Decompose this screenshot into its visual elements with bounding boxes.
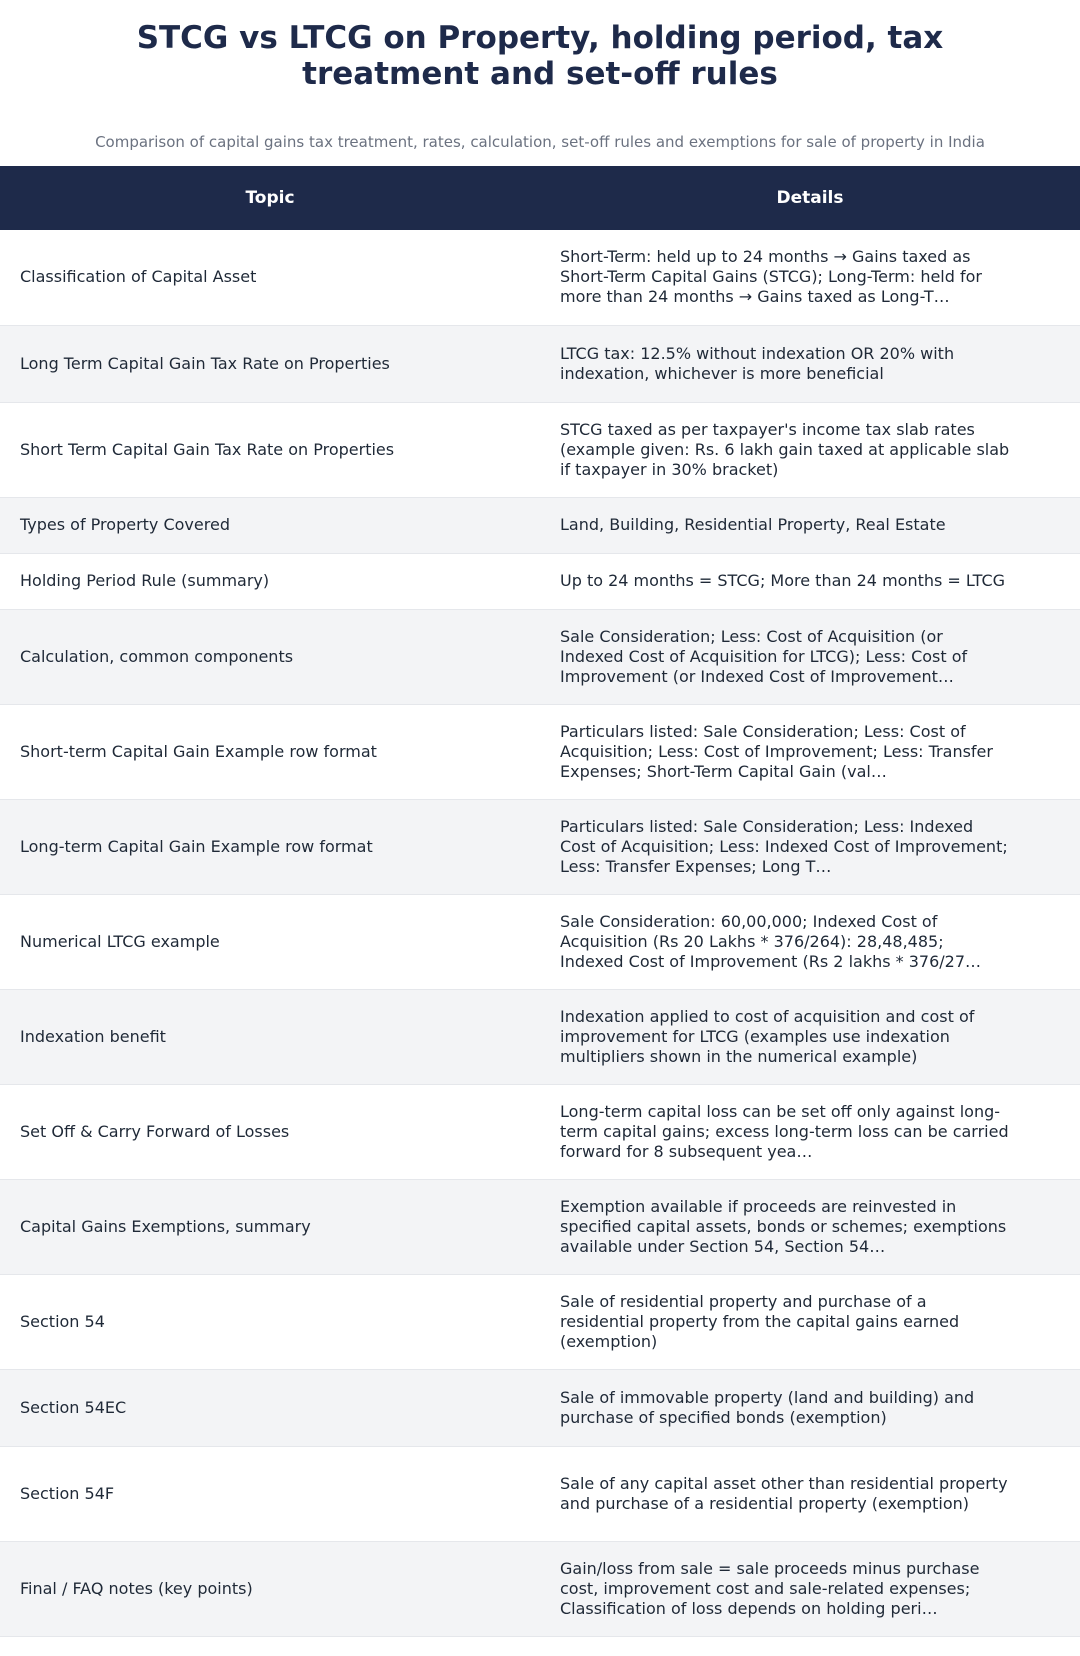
details-text: Sale Consideration: 60,00,000; Indexed Cost of Acquisition (Rs 20 Lakhs * 376/264): 28,48,485; Indexed Cost of Improvement (Rs 2 lakhs * 376/27… [560,911,982,971]
details-text: Indexation applied to cost of acquisition and cost of improvement for LTCG (examples use indexation multipliers shown in the numerical example) [560,1006,975,1066]
details-text: LTCG tax: 12.5% without indexation OR 20% with indexation, whichever is more beneficial [560,343,955,383]
details-cell [540,1179,1080,1274]
table-body [0,230,1080,1636]
table-row [0,989,1080,1084]
table-row [0,1541,1080,1636]
details-cell [540,1446,1080,1541]
table-header-row [0,166,1080,230]
details-cell [540,1369,1080,1446]
details-cell [540,1274,1080,1369]
details-cell [540,799,1080,894]
table-row [0,553,1080,609]
table-row [0,325,1080,402]
details-text: Short-Term: held up to 24 months → Gains taxed as Short-Term Capital Gains (STCG); Long-Term: held for more than 24 months → Gains taxed as Long-T… [560,247,982,307]
details-text: Gain/loss from sale = sale proceeds minus purchase cost, improvement cost and sale-related expenses; Classification of loss depends on holding peri… [560,1558,980,1618]
table-row [0,799,1080,894]
details-text: Land, Building, Residential Property, Real Estate [560,515,946,534]
details-cell [540,497,1080,553]
table-row [0,1274,1080,1369]
table-header [0,166,1080,230]
topic-cell: Section 54F [20,1483,115,1503]
page-subtitle: Comparison of capital gains tax treatment, rates, calculation, set-off rules and exemptions for sale of property in India [95,133,985,151]
details-text: Up to 24 months = STCG; More than 24 months = LTCG [560,571,1006,590]
details-cell [540,553,1080,609]
table-row [0,1084,1080,1179]
topic-cell: Long Term Capital Gain Tax Rate on Properties [20,353,390,373]
details-text: Sale Consideration; Less: Cost of Acquisition (or Indexed Cost of Acquisition for LTCG); Less: Cost of Improvement (or Indexed Cost of Improvement… [560,626,968,686]
table-row [0,230,1080,325]
comparison-table [0,166,1080,1637]
table-row [0,894,1080,989]
table-row [0,609,1080,704]
details-text: Exemption available if proceeds are reinvested in specified capital assets, bonds or schemes; exemptions available under Section 54, Section 54… [560,1196,1007,1256]
topic-cell: Indexation benefit [20,1026,166,1046]
details-cell [540,230,1080,325]
table-row [0,497,1080,553]
table-row [0,1446,1080,1541]
details-text: Particulars listed: Sale Consideration; Less: Indexed Cost of Acquisition; Less: Indexed Cost of Improvement; Less: Transfer Expenses; Long T… [560,816,1008,876]
column-header-details: Details [540,166,1080,230]
topic-cell: Short Term Capital Gain Tax Rate on Properties [20,439,395,459]
topic-cell: Numerical LTCG example [20,931,220,951]
details-text: Sale of any capital asset other than residential property and purchase of a residential property (exemption) [560,1473,1008,1513]
details-text: Long-term capital loss can be set off only against long-term capital gains; excess long-term loss can be carried forward for 8 subsequent yea… [560,1101,1009,1161]
details-cell [540,325,1080,402]
details-text: Sale of immovable property (land and building) and purchase of specified bonds (exemption) [560,1387,975,1427]
details-cell [540,609,1080,704]
topic-cell: Final / FAQ notes (key points) [20,1578,253,1598]
details-text: Particulars listed: Sale Consideration; Less: Cost of Acquisition; Less: Cost of Improvement; Less: Transfer Expenses; Short-Term Capital Gain (val… [560,721,993,781]
topic-cell: Classification of Capital Asset [20,267,257,287]
topic-cell: Types of Property Covered [20,515,230,534]
topic-cell: Long-term Capital Gain Example row format [20,836,373,856]
topic-cell: Capital Gains Exemptions, summary [20,1216,311,1236]
details-cell [540,1541,1080,1636]
table-row [0,1179,1080,1274]
details-cell [540,894,1080,989]
details-cell [540,704,1080,799]
details-cell [540,402,1080,497]
topic-cell: Calculation, common components [20,646,294,666]
topic-cell: Holding Period Rule (summary) [20,571,270,590]
table-row [0,704,1080,799]
table-row [0,1369,1080,1446]
table-row [0,402,1080,497]
details-text: STCG taxed as per taxpayer's income tax slab rates (example given: Rs. 6 lakh gain taxed at applicable slab if taxpayer in 30% bracket) [560,419,1010,479]
page-title: STCG vs LTCG on Property, holding period, tax treatment and set-off rules [136,20,944,92]
details-cell [540,1084,1080,1179]
topic-cell: Set Off & Carry Forward of Losses [20,1121,290,1141]
topic-cell: Section 54EC [20,1397,127,1417]
column-header-topic: Topic [0,166,540,230]
topic-cell: Short-term Capital Gain Example row format [20,741,377,761]
details-cell [540,989,1080,1084]
topic-cell: Section 54 [20,1311,105,1331]
details-text: Sale of residential property and purchase of a residential property from the capital gains earned (exemption) [560,1291,960,1351]
